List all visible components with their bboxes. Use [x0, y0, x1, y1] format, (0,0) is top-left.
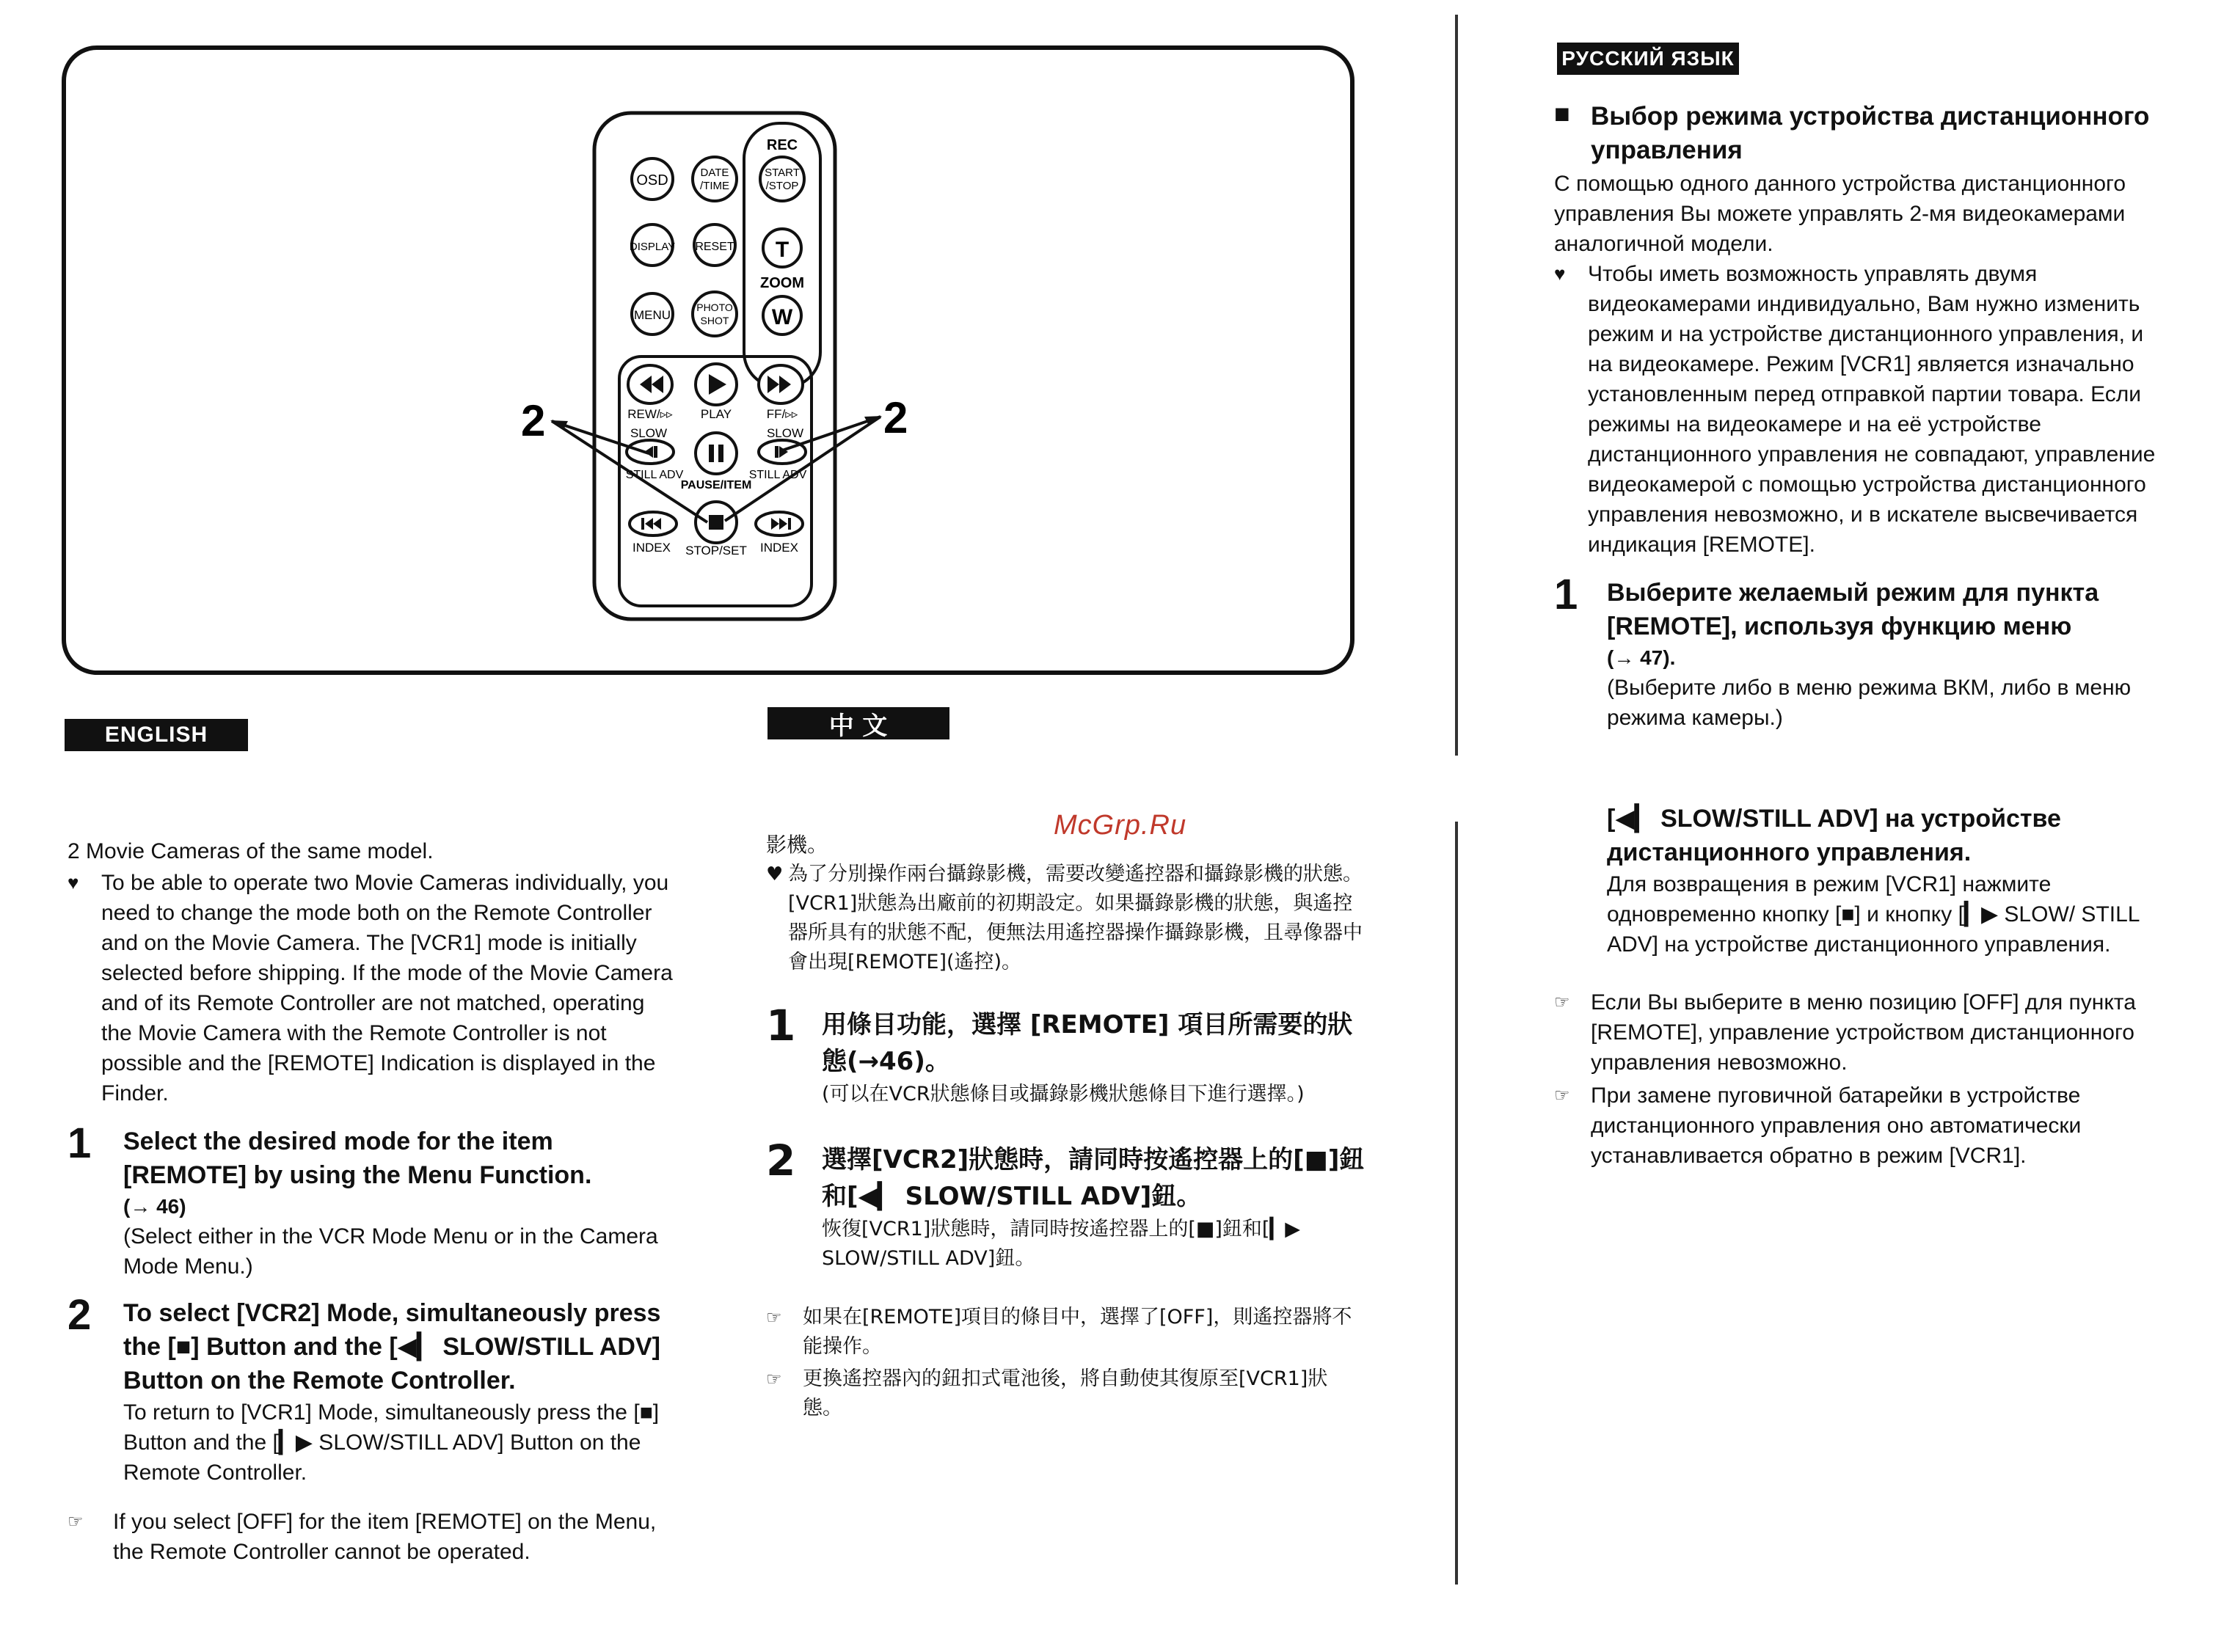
photo-shot-button: [693, 292, 737, 336]
step-number: 2: [766, 1136, 796, 1185]
note-pointer-icon: ☞: [1554, 1086, 1570, 1105]
note-text: При замене пуговичной батарейки в устройстве дистанционного управления оно автоматически устанавливается обратно в режим [VCR1].: [1591, 1083, 2082, 1168]
stop-set-label: STOP/SET: [685, 544, 747, 558]
chinese-bullet: [766, 860, 1366, 977]
chinese-column: [766, 830, 1366, 1423]
chinese-bullet-text: 為了分別操作兩台攝錄影機，需要改變遙控器和攝錄影機的狀態。[VCR1]狀態為出廠前的初期設定。如果攝錄影機的狀態，與遙控器所具有的狀態不配，便無法用遙控器操作攝錄影機，且尋像器中會出現[REMOTE](遙控)。: [788, 863, 1363, 973]
ff-button: [759, 365, 803, 403]
step-text: (Выберите либо в меню режима ВКМ, либо в меню режима камеры.): [1607, 676, 2132, 730]
svg-text:PHOTO: PHOTO: [696, 301, 733, 313]
slow-left-label: SLOW: [630, 426, 668, 440]
still-adv-left-label: STILL ADV: [625, 469, 684, 481]
russian-bullet-text: Чтобы иметь возможность управлять двумя видеокамерами индивидуально, Вам нужно изменить режим и на устройстве дистанционного управления, и на видеокамере. Режим [VCR1] является изначально установленным перед отправкой партии товара. Если режимы на видеокамере и на её устройстве дистанционного управления не совпадают, управление видеокамерой с помощью устройства дистанционного управления невозможно, и в искателе высвечивается индикация [REMOTE].: [1588, 262, 2156, 557]
russian-intro: С помощью одного данного устройства дистанционного управления Вы можете управлять 2-мя видеокамерами аналогичной модели.: [1554, 172, 2126, 256]
zoom-t-button: [763, 229, 801, 267]
step-heading: 用條目功能，選擇 [REMOTE] 項目所需要的狀態(→46)。: [822, 1010, 1353, 1076]
note-pointer-icon: ☞: [1554, 993, 1570, 1012]
callout-left-number: 2: [521, 396, 546, 445]
section-title: Выбор режима устройства дистанционного управления: [1591, 102, 2150, 164]
pause-item-button: [696, 433, 737, 474]
svg-text:W: W: [771, 305, 793, 329]
remote-controller-illustration: [62, 45, 1355, 675]
note-pointer-icon: ☞: [766, 1369, 782, 1389]
note-pointer-icon: ☞: [68, 1512, 84, 1532]
english-step-2: [68, 1291, 677, 1488]
russian-note-2: [1554, 1081, 2163, 1171]
heart-bullet-icon: ♥: [766, 863, 784, 885]
rew-label: REW/▹▹: [627, 407, 673, 421]
step-text: 恢復[VCR1]狀態時，請同時按遙控器上的[■]鈕和[▎▶ SLOW/STILL ADV]鈕。: [822, 1218, 1300, 1270]
index-reverse-button: [630, 512, 677, 536]
start-stop-button: [760, 157, 804, 201]
chinese-step-1: [766, 1001, 1366, 1109]
english-column: [68, 836, 677, 1567]
chinese-intro-tail: 影機。: [766, 833, 828, 857]
russian-tab: РУССКИЙ ЯЗЫК: [1557, 43, 1739, 75]
russian-note-1: [1554, 987, 2163, 1078]
russian-section-heading: [1554, 100, 2163, 167]
zoom-w-button: [763, 296, 801, 335]
russian-column: [1554, 100, 2163, 1171]
english-tab: ENGLISH: [65, 719, 248, 751]
step-number: 1: [1554, 571, 1578, 618]
slow-reverse-button: [627, 440, 674, 464]
english-step-1: [68, 1119, 677, 1282]
english-note-1: [68, 1507, 677, 1567]
step-text: Для возвращения в режим [VCR1] нажмите одновременно кнопку [■] и кнопку [▎▶ SLOW/ STILL ADV] на устройстве дистанционного управления.: [1607, 872, 2140, 957]
step-heading: 選擇[VCR2]狀態時，請同時按遙控器上的[■]鈕和[◀▎ SLOW/STILL ADV]鈕。: [822, 1145, 1365, 1211]
osd-button: [632, 158, 673, 200]
svg-text:/TIME: /TIME: [700, 180, 729, 192]
date-time-button: [693, 157, 737, 201]
heart-bullet-icon: ♥: [68, 871, 79, 893]
page-reference: (→ 47).: [1607, 646, 1676, 669]
svg-text:OSD: OSD: [636, 172, 668, 189]
slow-right-label: SLOW: [766, 426, 804, 440]
step-heading: Выберите желаемый режим для пункта [REMOTE], используя функцию меню: [1607, 579, 2099, 640]
svg-text:SHOT: SHOT: [700, 315, 729, 326]
svg-text:RESET: RESET: [695, 241, 734, 253]
chinese-step-2: [766, 1136, 1366, 1273]
step-number: 1: [68, 1119, 92, 1167]
index-forward-button: [756, 512, 803, 536]
english-intro-tail: 2 Movie Cameras of the same model.: [68, 839, 434, 863]
note-text: Если Вы выберите в меню позицию [OFF] для пункта [REMOTE], управление устройством дистанционного управления невозможно.: [1591, 990, 2136, 1075]
svg-text:DATE: DATE: [700, 167, 729, 179]
step-text: To return to [VCR1] Mode, simultaneously press the [■] Button and the [▎▶ SLOW/STILL ADV] Button on the Remote Controller.: [123, 1400, 660, 1485]
callout-right-number: 2: [883, 393, 908, 442]
zoom-label: ZOOM: [760, 275, 804, 291]
note-pointer-icon: ☞: [766, 1307, 782, 1328]
stop-set-button: [696, 502, 737, 543]
svg-text:DISPLAY: DISPLAY: [629, 241, 676, 253]
russian-step-2: [1554, 802, 2163, 960]
rec-label: REC: [766, 137, 798, 153]
column-divider-bottom: [1455, 822, 1458, 1585]
svg-text:MENU: MENU: [633, 308, 671, 322]
step-text: (可以在VCR狀態條目或攝錄影機狀態條目下進行選擇。): [822, 1083, 1305, 1105]
russian-bullet: [1554, 259, 2163, 560]
chinese-note-2: [766, 1364, 1366, 1423]
note-text: 如果在[REMOTE]項目的條目中，選擇了[OFF]，則遙控器將不能操作。: [803, 1306, 1352, 1358]
chinese-note-1: [766, 1303, 1366, 1362]
watermark: McGrp.Ru: [1054, 810, 1187, 841]
chinese-tab: 中 文: [768, 707, 949, 739]
reset-button: [694, 224, 735, 266]
step-heading: [◀▎ SLOW/STILL ADV] на устройстве дистанционного управления.: [1607, 805, 2061, 866]
step-number: 1: [766, 1001, 796, 1050]
english-bullet-text: To be able to operate two Movie Cameras individually, you need to change the mode both on the Remote Controller and on the Movie Camera. The [VCR1] mode is initially selected before shipping. If the mode of the Movie Camera and of its Remote Controller are not matched, operating the Movie Camera with the Remote Controller is not possible and the [REMOTE] Indication is displayed in the Finder.: [101, 871, 673, 1105]
pause-item-label: PAUSE/ITEM: [680, 479, 752, 491]
play-button: [696, 364, 737, 405]
ff-label: FF/▹▹: [766, 407, 798, 421]
svg-text:T: T: [775, 238, 790, 262]
index-left-label: INDEX: [632, 541, 671, 555]
note-text: 更換遙控器內的鈕扣式電池後，將自動使其復原至[VCR1]狀態。: [803, 1367, 1328, 1419]
english-bullet: [68, 868, 677, 1108]
page-reference: (→ 46): [123, 1195, 186, 1218]
index-right-label: INDEX: [760, 541, 798, 555]
column-divider-top: [1455, 15, 1458, 756]
display-button: [630, 224, 675, 266]
svg-text:START: START: [765, 167, 800, 179]
rew-button: [628, 365, 672, 403]
russian-step-1: [1554, 571, 2163, 733]
menu-button: [632, 293, 673, 335]
step-text: (Select either in the VCR Mode Menu or in the Camera Mode Menu.): [123, 1224, 658, 1279]
section-square-icon: ■: [1554, 98, 1570, 128]
step-heading: Select the desired mode for the item [REMOTE] by using the Menu Function.: [123, 1127, 592, 1189]
heart-bullet-icon: ♥: [1554, 263, 1566, 285]
still-adv-right-label: STILL ADV: [748, 469, 807, 481]
play-label: PLAY: [700, 407, 732, 421]
svg-text:/STOP: /STOP: [765, 180, 799, 192]
step-number: 2: [68, 1291, 92, 1339]
step-heading: To select [VCR2] Mode, simultaneously press the [■] Button and the [◀▎ SLOW/STILL ADV] Button on the Remote Controller.: [123, 1299, 661, 1395]
note-text: If you select [OFF] for the item [REMOTE] on the Menu, the Remote Controller cannot be operated.: [113, 1510, 657, 1564]
